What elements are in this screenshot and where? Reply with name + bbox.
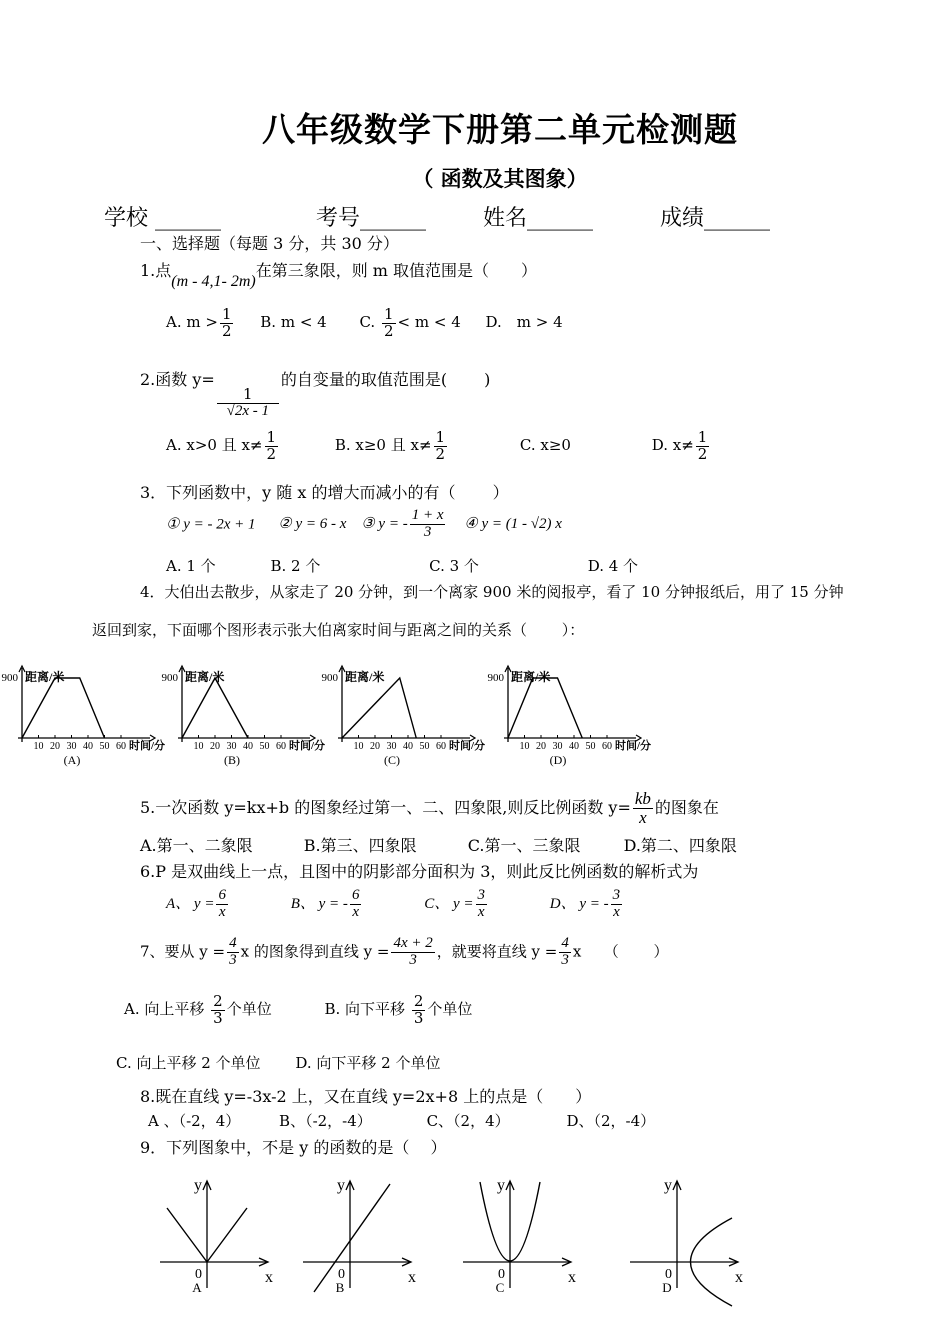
q9-graph-B — [303, 1177, 416, 1295]
q6-option-c[interactable]: C、 y = $\frac{3}{x}$ — [424, 887, 486, 920]
x-axis-label: 时间/分 — [289, 740, 326, 752]
x-tick-label: 60 — [602, 741, 612, 752]
q3-option-a[interactable]: A. 1 个 — [166, 557, 216, 575]
q7-option-a[interactable]: A. 向上平移 $\frac{2}{3}$ 个单位 — [124, 992, 272, 1027]
q7-option-b[interactable]: B. 向下平移 $\frac{2}{3}$ 个单位 — [324, 992, 473, 1027]
page-subtitle: （ 函数及其图象） — [412, 166, 588, 191]
q9-graph-D — [630, 1177, 743, 1306]
name-field[interactable]: 姓名______ — [483, 206, 594, 231]
q7-option-d[interactable]: D. 向下平移 2 个单位 — [295, 1054, 441, 1072]
y-max-label: 900 — [1, 672, 18, 684]
x-axis-label: x — [408, 1269, 416, 1286]
x-tick-label: 20 — [210, 741, 220, 752]
question-9: 9．下列图象中，不是 y 的函数的是（ ） — [140, 1138, 447, 1157]
y-axis-label: 距离/米 — [511, 670, 551, 684]
x-tick-label: 60 — [276, 741, 286, 752]
question-8: 8.既在直线 y=-3x-2 上，又在直线 y=2x+8 上的点是（ ） — [140, 1087, 592, 1106]
question-4-line-2: 返回到家，下面哪个图形表示张大伯离家时间与距离之间的关系（ ）： — [92, 621, 585, 639]
function-curve — [314, 1184, 390, 1292]
y-axis-label: 距离/米 — [25, 670, 65, 684]
x-axis-label: 时间/分 — [615, 740, 652, 752]
question-1: 1.点(m - 4,1- 2m)在第三象限，则 m 取值范围是（ ） — [140, 261, 538, 290]
graph-label: D — [662, 1280, 672, 1295]
q7-options-cd — [116, 1052, 440, 1073]
y-axis-label: 距离/米 — [345, 670, 385, 684]
x-tick-label: 50 — [419, 741, 430, 752]
graph-label: (B) — [224, 753, 240, 767]
x-tick-label: 10 — [193, 741, 204, 752]
x-axis-label: x — [265, 1269, 273, 1286]
q5-option-b[interactable]: B.第三、四象限 — [303, 836, 417, 855]
question-5: 5.一次函数 y=kx+b 的图象经过第一、二、四象限,则反比例函数 y= $\frac{kb}{x}$ 的图象在 — [140, 789, 719, 827]
q8-option-a[interactable]: A 、（-2，4） — [148, 1112, 241, 1130]
q5-option-c[interactable]: C.第一、三象限 — [467, 836, 581, 855]
distance-time-line — [342, 678, 416, 738]
y-max-label: 900 — [321, 672, 338, 684]
x-axis-label: 时间/分 — [129, 740, 166, 752]
q1-option-c[interactable]: C. $\frac{1}{2}$ < m < 4 — [359, 305, 461, 340]
x-tick-label: 40 — [403, 741, 413, 752]
school-field[interactable]: 学校 ______ — [104, 206, 221, 231]
q8-option-b[interactable]: B、（-2，-4） — [279, 1112, 372, 1130]
x-tick-label: 20 — [536, 741, 546, 752]
x-tick-label: 40 — [83, 741, 93, 752]
q1-option-d[interactable]: D. m > 4 — [485, 313, 563, 332]
graph-label: (A) — [63, 753, 81, 767]
x-tick-label: 50 — [259, 741, 270, 752]
q9-graphs — [150, 1170, 770, 1310]
question-7: 7、要从 y = $\frac{4}{3}$ x 的图象得到直线 y = $\frac{4x + 2}{3}$ ，就要将直线 y = $\frac{4}{3}$ x （ ） — [140, 935, 669, 968]
q1-options — [166, 307, 563, 340]
q6-options — [166, 888, 624, 921]
graph-label: (C) — [384, 753, 400, 767]
x-tick-label: 40 — [569, 741, 579, 752]
x-axis-label: 时间/分 — [449, 740, 486, 752]
section-heading: 一、选择题（每题 3 分，共 30 分） — [140, 234, 399, 253]
x-tick-label: 10 — [519, 741, 530, 752]
q7-option-c[interactable]: C. 向上平移 2 个单位 — [116, 1054, 261, 1072]
q2-option-b[interactable]: B. x≥0 且 x≠ $\frac{1}{2}$ — [334, 428, 446, 463]
q4-graphs — [0, 660, 660, 770]
page-title: 八年级数学下册第二单元检测题 — [262, 110, 738, 149]
x-tick-label: 30 — [552, 741, 563, 752]
q8-option-d[interactable]: D、（2，-4） — [566, 1112, 656, 1130]
distance-time-line — [22, 678, 105, 738]
x-tick-label: 30 — [66, 741, 77, 752]
q2-option-c[interactable]: C. x≥0 — [519, 436, 571, 455]
x-tick-label: 30 — [226, 741, 237, 752]
origin-label: 0 — [498, 1267, 505, 1282]
x-tick-label: 20 — [370, 741, 380, 752]
x-tick-label: 10 — [353, 741, 364, 752]
y-axis-label: y — [664, 1177, 672, 1194]
q5-option-a[interactable]: A.第一、二象限 — [140, 836, 253, 855]
q2-option-d[interactable]: D. x≠ $\frac{1}{2}$ — [651, 428, 708, 463]
origin-label: 0 — [665, 1267, 672, 1282]
q5-options — [140, 833, 737, 856]
x-tick-label: 10 — [33, 741, 44, 752]
x-tick-label: 50 — [585, 741, 596, 752]
q1-option-a[interactable]: A. m > $\frac{1}{2}$ — [166, 305, 232, 340]
origin-label: 0 — [338, 1267, 345, 1282]
q9-graph-C — [463, 1177, 576, 1295]
q3-functions: ① y = - 2x + 1 ② y = 6 - x ③ y = - $\frac{1 + x}{3}$ ④ y = (1 - √2) x — [166, 507, 562, 540]
q8-option-c[interactable]: C、（2，4） — [426, 1112, 510, 1130]
q4-graph-2 — [162, 666, 326, 767]
x-tick-label: 30 — [386, 741, 397, 752]
q3-option-d[interactable]: D. 4 个 — [587, 557, 639, 575]
q6-option-d[interactable]: D、 y = - $\frac{3}{x}$ — [549, 887, 621, 920]
q2-option-a[interactable]: A. x>0 且 x≠ $\frac{1}{2}$ — [166, 428, 277, 463]
x-tick-label: 50 — [99, 741, 110, 752]
y-axis-label: 距离/米 — [185, 670, 225, 684]
distance-time-line — [508, 678, 582, 738]
x-axis-label: x — [735, 1269, 743, 1286]
y-max-label: 900 — [161, 672, 178, 684]
exam-number-field[interactable]: 考号______ — [316, 206, 427, 231]
q8-options — [148, 1110, 655, 1131]
score-field[interactable]: 成绩______ — [660, 206, 771, 231]
q6-option-a[interactable]: A、 y = $\frac{6}{x}$ — [166, 887, 226, 920]
graph-label: B — [335, 1280, 345, 1295]
q9-graph-A — [160, 1177, 273, 1295]
x-tick-label: 40 — [243, 741, 253, 752]
y-max-label: 900 — [487, 672, 504, 684]
question-2: 2.函数 y= $\frac{1}{√2x - 1}$ 的自变量的取值范围是( ) — [140, 370, 491, 419]
q5-option-d[interactable]: D.第二、四象限 — [623, 836, 737, 855]
x-axis-label: x — [568, 1269, 576, 1286]
origin-label: 0 — [195, 1267, 202, 1282]
q4-graph-3 — [322, 666, 486, 767]
y-axis-label: y — [194, 1177, 202, 1194]
x-tick-label: 20 — [50, 741, 60, 752]
q7-options-ab — [124, 994, 472, 1027]
graph-label: (D) — [549, 753, 567, 767]
graph-label: C — [495, 1280, 505, 1295]
question-3: 3．下列函数中，y 随 x 的增大而减小的有（ ） — [140, 483, 509, 502]
x-tick-label: 60 — [436, 741, 446, 752]
x-tick-label: 60 — [116, 741, 126, 752]
question-6: 6.P 是双曲线上一点，且图中的阴影部分面积为 3，则此反比例函数的解析式为 — [140, 862, 699, 881]
q4-graph-4 — [488, 666, 652, 767]
q2-options — [166, 430, 711, 463]
q3-options — [166, 555, 638, 576]
q1-option-b[interactable]: B. m < 4 — [260, 313, 327, 332]
y-axis-label: y — [497, 1177, 505, 1194]
q3-option-b[interactable]: B. 2 个 — [270, 557, 321, 575]
q6-option-b[interactable]: B、 y = - $\frac{6}{x}$ — [290, 887, 360, 920]
q4-graph-1 — [2, 666, 166, 767]
y-axis-label: y — [337, 1177, 345, 1194]
q3-option-c[interactable]: C. 3 个 — [429, 557, 479, 575]
distance-time-line — [182, 678, 248, 738]
question-4-line-1: 4．大伯出去散步，从家走了 20 分钟，到一个离家 900 米的阅报亭，看了 10 分钟报纸后，用了 15 分钟 — [140, 583, 844, 601]
graph-label: A — [192, 1280, 202, 1295]
